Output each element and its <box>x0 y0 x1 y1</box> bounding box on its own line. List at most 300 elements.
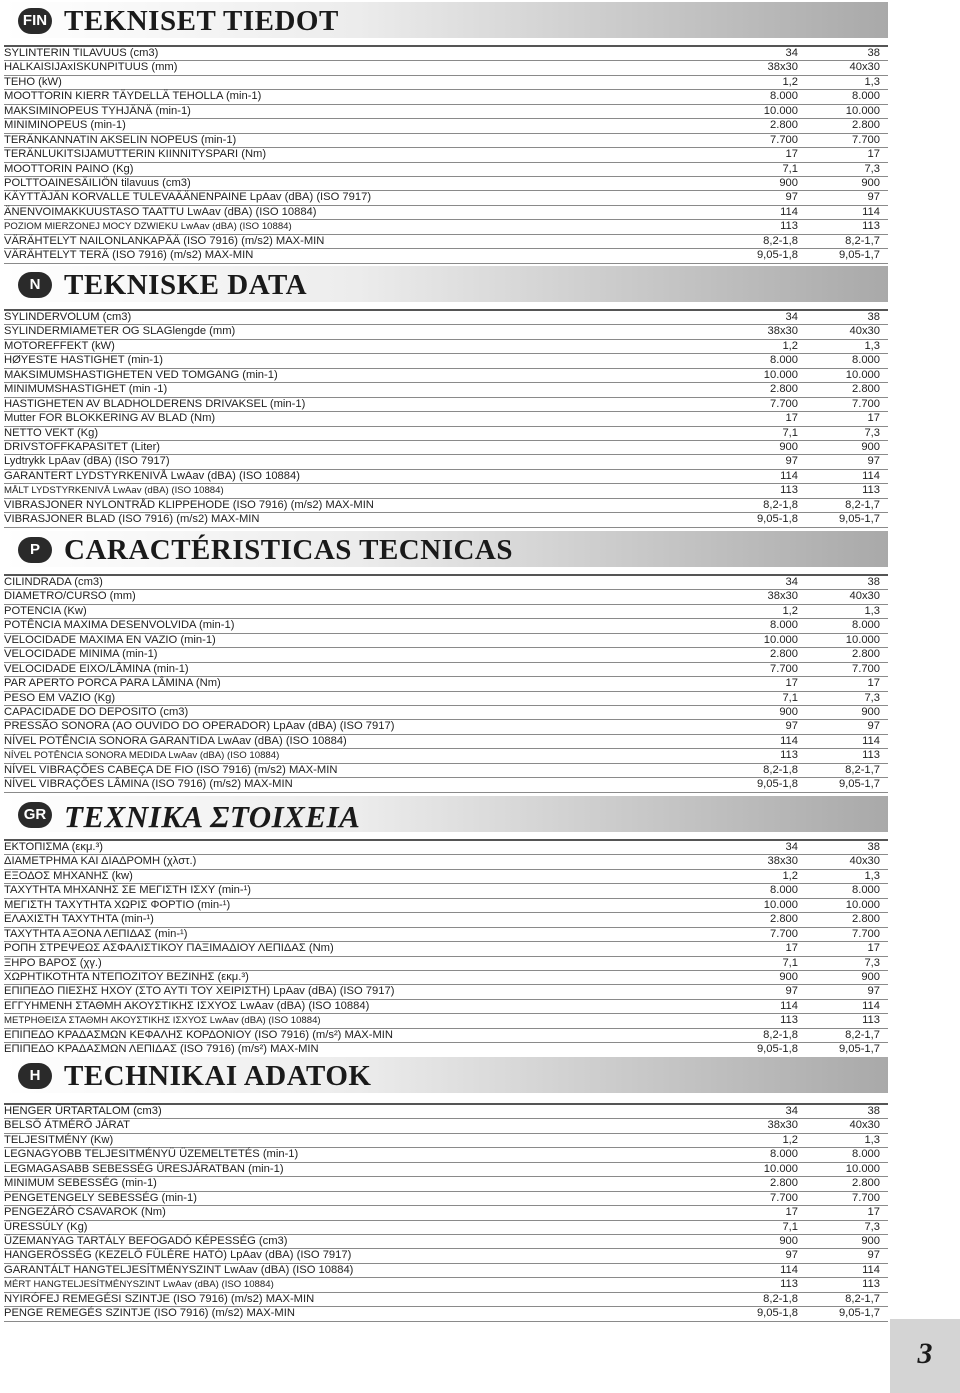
spec-value-38cc: 113 <box>862 1278 880 1291</box>
spec-label: POZIOM MIERZONEJ MOCY DZWIEKU LwAav (dBA) (ISO 10884) <box>4 221 292 233</box>
spec-value-38cc: 40x30 <box>849 61 880 74</box>
table-row <box>4 1264 888 1278</box>
spec-value-34cc: 34 <box>785 841 798 853</box>
section-h <box>0 1057 960 1320</box>
table-row <box>4 235 888 249</box>
spec-value-38cc: 7,3 <box>864 691 880 704</box>
table-row <box>4 870 888 884</box>
spec-value-38cc: 10.000 <box>845 104 880 117</box>
spec-value-34cc: 114 <box>780 1263 798 1276</box>
spec-label: ΜΕΓΙΣΤΗ ΤΑΧΥΤΗΤΑ ΧΩΡΙΣ ΦΟΡΤΙΟ (min-¹) <box>4 898 231 911</box>
spec-label: MÅLT LYDSTYRKENIVÅ LwAav (dBA) (ISO 10884) <box>4 485 224 497</box>
table-row <box>4 325 888 339</box>
spec-value-38cc: 2.800 <box>852 383 880 396</box>
spec-value-34cc: 2.800 <box>770 383 798 396</box>
spec-value-34cc: 7.700 <box>770 662 798 675</box>
spec-value-34cc: 34 <box>785 311 798 323</box>
spec-value-34cc: 10.000 <box>763 898 798 911</box>
table-row <box>4 735 888 749</box>
section-banner <box>4 266 888 302</box>
table-row <box>4 764 888 778</box>
spec-value-34cc: 900 <box>779 970 798 983</box>
spec-value-34cc: 8,2-1,8 <box>763 498 798 511</box>
spec-value-38cc: 8,2-1,7 <box>845 1028 880 1041</box>
table-row <box>4 855 888 869</box>
table-row <box>4 1278 888 1292</box>
spec-label: ΕΓΓΥΗΜΕΝΗ ΣΤΑΘΜΗ ΑΚΟΥΣΤΙΚΗΣ ΙΣΧΥΟΣ LwAav (dBA) (ISO 10884) <box>4 999 370 1012</box>
spec-value-38cc: 17 <box>867 1206 880 1219</box>
spec-value-38cc: 38 <box>867 47 880 59</box>
spec-label: TERÄNKANNATIN AKSELIN NOPEUS (min-1) <box>4 133 237 146</box>
table-row <box>4 398 888 412</box>
table-row <box>4 119 888 133</box>
spec-value-34cc: 7.700 <box>770 927 798 940</box>
spec-value-34cc: 113 <box>780 220 798 233</box>
spec-value-34cc: 7.700 <box>770 133 798 146</box>
spec-value-38cc: 8,2-1,7 <box>845 1292 880 1305</box>
spec-value-38cc: 10.000 <box>845 1162 880 1175</box>
spec-value-38cc: 17 <box>867 412 880 425</box>
spec-label: VELOCIDADE MAXIMA EN VAZIO (min-1) <box>4 633 216 646</box>
spec-value-34cc: 8.000 <box>770 619 798 632</box>
spec-value-34cc: 7.700 <box>770 1191 798 1204</box>
section-title: TEKNISKE DATA <box>64 269 308 301</box>
table-row <box>4 1192 888 1206</box>
table-row <box>4 455 888 469</box>
spec-value-34cc: 10.000 <box>763 633 798 646</box>
spec-label: ΞΗΡΟ ΒΑΡΟΣ (χγ.) <box>4 956 102 969</box>
spec-value-38cc: 1,3 <box>864 339 880 352</box>
table-row <box>4 778 888 792</box>
spec-value-34cc: 7,1 <box>782 956 798 969</box>
spec-label: SYLINDERVOLUM (cm3) <box>4 311 132 323</box>
spec-value-34cc: 97 <box>785 1249 798 1262</box>
spec-value-34cc: 1,2 <box>782 869 798 882</box>
spec-value-34cc: 9,05-1,8 <box>756 1043 798 1056</box>
spec-value-34cc: 1,2 <box>782 1133 798 1146</box>
spec-label: VÄRÄHTELYT NAILONLANKAPÄÄ (ISO 7916) (m/s2) MAX-MIN <box>4 234 325 247</box>
spec-value-38cc: 7,3 <box>864 956 880 969</box>
table-row <box>4 677 888 691</box>
spec-value-34cc: 7,1 <box>782 1220 798 1233</box>
spec-label: ΕΛΑΧΙΣΤΗ ΤΑΧΥΤΗΤΑ (min-¹) <box>4 913 154 926</box>
spec-label: TEHO (kW) <box>4 75 62 88</box>
spec-label: MINIMINOPEUS (min-1) <box>4 119 126 132</box>
spec-value-38cc: 113 <box>862 749 880 762</box>
spec-value-34cc: 38x30 <box>767 1119 798 1132</box>
table-row <box>4 105 888 119</box>
spec-value-38cc: 900 <box>861 176 880 189</box>
spec-value-34cc: 10.000 <box>763 104 798 117</box>
section-title: TECHNIKAI ADATOK <box>64 1060 372 1092</box>
spec-value-34cc: 114 <box>780 469 798 482</box>
spec-value-34cc: 9,05-1,8 <box>756 778 798 791</box>
spec-value-38cc: 7,3 <box>864 162 880 175</box>
table-row <box>4 1249 888 1263</box>
spec-value-38cc: 97 <box>867 985 880 998</box>
spec-value-38cc: 40x30 <box>849 325 880 338</box>
section-title: ΤΕΧΝΙΚΑ ΣΤΟΙΧΕΙΑ <box>64 799 361 834</box>
table-row <box>4 1043 888 1057</box>
table-row <box>4 90 888 104</box>
spec-value-38cc: 10.000 <box>845 898 880 911</box>
table-row <box>4 163 888 177</box>
table-row <box>4 369 888 383</box>
spec-label: ΕΚΤΟΠΙΣΜΑ (εκμ.³) <box>4 841 103 853</box>
spec-value-38cc: 2.800 <box>852 1177 880 1190</box>
table-row <box>4 1307 888 1321</box>
spec-label: POTENCIA (Kw) <box>4 604 87 617</box>
spec-label: Lydtrykk LpAav (dBA) (ISO 7917) <box>4 455 170 468</box>
spec-value-34cc: 113 <box>780 1278 798 1291</box>
spec-value-34cc: 34 <box>785 1105 798 1117</box>
spec-value-34cc: 900 <box>779 1234 798 1247</box>
spec-value-34cc: 8,2-1,8 <box>763 1292 798 1305</box>
spec-value-38cc: 7.700 <box>852 1191 880 1204</box>
spec-value-38cc: 10.000 <box>845 633 880 646</box>
spec-value-34cc: 2.800 <box>770 648 798 661</box>
table-row <box>4 427 888 441</box>
table-row <box>4 1119 888 1133</box>
spec-value-34cc: 97 <box>785 191 798 204</box>
spec-label: NYIRÓFEJ REMEGÉSI SZINTJE (ISO 7916) (m/s2) MAX-MIN <box>4 1292 315 1305</box>
spec-table <box>4 45 888 264</box>
spec-label: NÍVEL POTÊNCIA SONORA MEDIDA LwAav (dBA) (ISO 10884) <box>4 750 280 762</box>
spec-value-38cc: 900 <box>861 440 880 453</box>
table-row <box>4 899 888 913</box>
spec-value-38cc: 7.700 <box>852 662 880 675</box>
spec-value-38cc: 97 <box>867 191 880 204</box>
table-row <box>4 663 888 677</box>
spec-value-38cc: 9,05-1,7 <box>838 249 880 262</box>
spec-label: SYLINTERIN TILAVUUS (cm3) <box>4 47 159 59</box>
spec-value-38cc: 9,05-1,7 <box>838 513 880 526</box>
spec-label: MOTOREFFEKT (kW) <box>4 339 115 352</box>
spec-value-38cc: 97 <box>867 455 880 468</box>
spec-value-34cc: 8,2-1,8 <box>763 763 798 776</box>
spec-value-34cc: 17 <box>785 412 798 425</box>
spec-label: VÄRÄHTELYT TERÄ (ISO 7916) (m/s2) MAX-MIN <box>4 249 254 262</box>
table-row <box>4 1293 888 1307</box>
spec-value-34cc: 900 <box>779 705 798 718</box>
spec-value-38cc: 7,3 <box>864 426 880 439</box>
spec-value-38cc: 2.800 <box>852 119 880 132</box>
spec-label: POTÊNCIA MAXIMA DESENVOLVIDA (min-1) <box>4 619 235 632</box>
spec-label: ΡΟΠΗ ΣΤΡΕΨΕΩΣ ΑΣΦΑΛΙΣΤΙΚΟΥ ΠΑΞΙΜΑΔΙΟΥ ΛΕΠΙΔΑΣ (Nm) <box>4 942 334 955</box>
spec-label: VELOCIDADE EIXO/LÂMINA (min-1) <box>4 662 189 675</box>
table-row <box>4 1029 888 1043</box>
spec-label: NÍVEL VIBRAÇÕES CABEÇA DE FIO (ISO 7916) (m/s2) MAX-MIN <box>4 763 338 776</box>
spec-value-38cc: 8.000 <box>852 1148 880 1161</box>
table-row <box>4 884 888 898</box>
spec-value-38cc: 38 <box>867 841 880 853</box>
spec-value-38cc: 114 <box>862 734 880 747</box>
page-number: 3 <box>917 1337 933 1370</box>
spec-value-34cc: 7.700 <box>770 397 798 410</box>
spec-label: LEGMAGASABB SEBESSÉG ÜRESJÁRATBAN (min-1) <box>4 1162 284 1175</box>
spec-value-34cc: 114 <box>780 205 798 218</box>
spec-label: CAPACIDADE DO DEPOSITO (cm3) <box>4 705 189 718</box>
spec-value-34cc: 7,1 <box>782 162 798 175</box>
spec-value-34cc: 9,05-1,8 <box>756 1307 798 1320</box>
table-row <box>4 148 888 162</box>
spec-value-34cc: 38x30 <box>767 61 798 74</box>
spec-label: HENGER ÜRTARTALOM (cm3) <box>4 1105 162 1117</box>
table-row <box>4 749 888 763</box>
language-badge: FIN <box>18 8 52 34</box>
spec-value-34cc: 113 <box>780 749 798 762</box>
spec-value-38cc: 8.000 <box>852 90 880 103</box>
spec-value-38cc: 9,05-1,7 <box>838 778 880 791</box>
spec-value-34cc: 97 <box>785 720 798 733</box>
spec-value-34cc: 7,1 <box>782 426 798 439</box>
table-row <box>4 1014 888 1028</box>
spec-label: ΕΠΙΠΕΔΟ ΚΡΑΔΑΣΜΩΝ ΚΕΦΑΛΗΣ ΚΟΡΔΟΝΙΟΥ (ISO 7916) (m/s²) MAX-MIN <box>4 1028 393 1041</box>
table-row <box>4 692 888 706</box>
spec-value-34cc: 7,1 <box>782 691 798 704</box>
spec-value-34cc: 2.800 <box>770 1177 798 1190</box>
table-row <box>4 1000 888 1014</box>
spec-label: HANGERŐSSÉG (KEZELŐ FÜLÉRE HATÓ) LpAav (dBA) (ISO 7917) <box>4 1249 352 1262</box>
spec-value-34cc: 38x30 <box>767 590 798 603</box>
table-row <box>4 1148 888 1162</box>
table-row <box>4 354 888 368</box>
spec-value-38cc: 1,3 <box>864 1133 880 1146</box>
spec-value-34cc: 113 <box>780 1014 798 1027</box>
spec-label: MINIMUMSHASTIGHET (min -1) <box>4 383 168 396</box>
spec-value-38cc: 113 <box>862 220 880 233</box>
section-banner <box>4 531 888 567</box>
spec-value-38cc: 114 <box>862 469 880 482</box>
spec-value-38cc: 17 <box>867 942 880 955</box>
spec-value-38cc: 8,2-1,7 <box>845 498 880 511</box>
section-fin <box>0 2 960 262</box>
spec-value-34cc: 10.000 <box>763 368 798 381</box>
spec-label: DIAMETRO/CURSO (mm) <box>4 590 136 603</box>
table-row <box>4 340 888 354</box>
spec-value-34cc: 17 <box>785 1206 798 1219</box>
spec-value-38cc: 38 <box>867 1105 880 1117</box>
table-row <box>4 971 888 985</box>
spec-value-34cc: 8.000 <box>770 884 798 897</box>
spec-value-38cc: 40x30 <box>849 855 880 868</box>
spec-label: MINIMUM SEBESSÉG (min-1) <box>4 1177 157 1190</box>
spec-value-38cc: 10.000 <box>845 368 880 381</box>
spec-label: POLTTOAINESÄILIÖN tilavuus (cm3) <box>4 176 191 189</box>
spec-value-34cc: 900 <box>779 176 798 189</box>
spec-label: ΜΕΤΡΗΘΕΙΣΑ ΣΤΑΘΜΗ ΑΚΟΥΣΤΙΚΗΣ ΙΣΧΥΟΣ LwAav (dBA) (ISO 10884) <box>4 1015 321 1027</box>
spec-value-38cc: 114 <box>862 999 880 1012</box>
table-row <box>4 484 888 498</box>
spec-label: GARANTERT LYDSTYRKENIVÅ LwAav (dBA) (ISO 10884) <box>4 469 300 482</box>
table-row <box>4 1163 888 1177</box>
section-banner <box>4 2 888 38</box>
spec-value-38cc: 2.800 <box>852 913 880 926</box>
spec-value-34cc: 34 <box>785 47 798 59</box>
spec-label: TERÄNLUKITSIJAMUTTERIN KIINNITYSPARI (Nm) <box>4 148 267 161</box>
table-row <box>4 648 888 662</box>
table-row <box>4 1177 888 1191</box>
spec-value-38cc: 7.700 <box>852 927 880 940</box>
spec-value-38cc: 17 <box>867 148 880 161</box>
language-badge: H <box>18 1063 52 1089</box>
spec-label: NÍVEL POTÊNCIA SONORA GARANTIDA LwAav (dBA) (ISO 10884) <box>4 734 347 747</box>
spec-label: ÄNENVOIMAKKUUSTASO TAATTU LwAav (dBA) (ISO 10884) <box>4 205 317 218</box>
spec-value-34cc: 34 <box>785 576 798 588</box>
spec-value-38cc: 38 <box>867 576 880 588</box>
spec-label: NETTO VEKT (Kg) <box>4 426 99 439</box>
table-row <box>4 942 888 956</box>
table-row <box>4 61 888 75</box>
spec-value-38cc: 97 <box>867 720 880 733</box>
table-row <box>4 928 888 942</box>
table-row <box>4 1235 888 1249</box>
table-row <box>4 839 888 855</box>
spec-value-38cc: 1,3 <box>864 604 880 617</box>
spec-value-34cc: 38x30 <box>767 325 798 338</box>
table-row <box>4 220 888 234</box>
table-row <box>4 605 888 619</box>
section-banner <box>4 1057 888 1093</box>
table-row <box>4 1221 888 1235</box>
spec-label: HALKAISIJAxISKUNPITUUS (mm) <box>4 61 178 74</box>
spec-label: ΕΞΟΔΟΣ ΜΗΧΑΝΗΣ (kw) <box>4 869 133 882</box>
spec-label: ΕΠΙΠΕΔΟ ΠΙΕΣΗΣ ΗΧΟΥ (ΣΤΟ ΑΥΤΙ ΤΟΥ ΧΕΙΡΙΣΤΗ) LpAav (dBA) (ISO 7917) <box>4 985 395 998</box>
spec-value-38cc: 7,3 <box>864 1220 880 1233</box>
table-row <box>4 177 888 191</box>
table-row <box>4 1134 888 1148</box>
spec-label: ΧΩΡΗΤΙΚΟΤΗΤΑ ΝΤΕΠΟΖΙΤΟΥ ΒΕΖΙΝΗΣ (εκμ.³) <box>4 970 249 983</box>
spec-value-38cc: 113 <box>862 1014 880 1027</box>
table-row <box>4 249 888 263</box>
table-row <box>4 76 888 90</box>
spec-label: MOOTTORIN PAINO (Kg) <box>4 162 134 175</box>
spec-label: PENGE REMEGÉS SZINTJE (ISO 7916) (m/s2) MAX-MIN <box>4 1307 295 1320</box>
spec-value-34cc: 8.000 <box>770 354 798 367</box>
spec-value-34cc: 114 <box>780 734 798 747</box>
spec-value-34cc: 8,2-1,8 <box>763 234 798 247</box>
spec-value-38cc: 40x30 <box>849 1119 880 1132</box>
table-row <box>4 309 888 325</box>
spec-label: Mutter FOR BLOKKERING AV BLAD (Nm) <box>4 412 216 425</box>
spec-value-34cc: 8.000 <box>770 90 798 103</box>
table-row <box>4 1103 888 1119</box>
spec-value-34cc: 1,2 <box>782 339 798 352</box>
spec-value-34cc: 8,2-1,8 <box>763 1028 798 1041</box>
spec-label: PAR APERTO PORCA PARA LÂMINA (Nm) <box>4 677 221 690</box>
spec-value-38cc: 113 <box>862 484 880 497</box>
table-row <box>4 957 888 971</box>
spec-value-34cc: 900 <box>779 440 798 453</box>
spec-value-34cc: 97 <box>785 455 798 468</box>
table-row <box>4 634 888 648</box>
spec-label: VIBRASJONER NYLONTRÅD KLIPPEHODE (ISO 7916) (m/s2) MAX-MIN <box>4 498 374 511</box>
section-title: CARACTÉRISTICAS TECNICAS <box>64 534 513 566</box>
spec-label: PRESSÃO SONORA (AO OUVIDO DO OPERADOR) LpAav (dBA) (ISO 7917) <box>4 720 395 733</box>
table-row <box>4 913 888 927</box>
spec-value-38cc: 114 <box>862 205 880 218</box>
spec-value-34cc: 1,2 <box>782 604 798 617</box>
language-badge: P <box>18 537 52 563</box>
section-title: TEKNISET TIEDOT <box>64 5 339 37</box>
spec-value-38cc: 17 <box>867 677 880 690</box>
spec-label: MAKSIMUMSHASTIGHETEN VED TOMGANG (min-1) <box>4 368 278 381</box>
spec-label: MÉRT HANGTELJESÍTMÉNYSZINT LwAav (dBA) (ISO 10884) <box>4 1279 274 1291</box>
spec-value-34cc: 10.000 <box>763 1162 798 1175</box>
spec-value-34cc: 114 <box>780 999 798 1012</box>
table-row <box>4 206 888 220</box>
spec-table <box>4 839 888 1058</box>
spec-label: LEGNAGYOBB TELJESITMÉNYÜ ÜZEMELTETÉS (min-1) <box>4 1148 299 1161</box>
spec-label: GARANTÁLT HANGTELJESÍTMÉNYSZINT LwAav (dBA) (ISO 10884) <box>4 1263 354 1276</box>
spec-value-38cc: 97 <box>867 1249 880 1262</box>
spec-label: TELJESITMÉNY (Kw) <box>4 1133 114 1146</box>
language-badge: GR <box>18 802 52 828</box>
spec-label: VIBRASJONER BLAD (ISO 7916) (m/s2) MAX-MIN <box>4 513 260 526</box>
table-row <box>4 470 888 484</box>
table-row <box>4 513 888 527</box>
spec-label: MOOTTORIN KIERR TÄYDELLÄ TEHOLLA (min-1) <box>4 90 262 103</box>
spec-value-38cc: 9,05-1,7 <box>838 1043 880 1056</box>
spec-label: VELOCIDADE MINIMA (min-1) <box>4 648 158 661</box>
language-badge: N <box>18 272 52 298</box>
table-row <box>4 590 888 604</box>
spec-label: ÜRESSÚLY (Kg) <box>4 1220 88 1233</box>
spec-value-38cc: 38 <box>867 311 880 323</box>
table-row <box>4 1206 888 1220</box>
table-row <box>4 706 888 720</box>
spec-value-38cc: 2.800 <box>852 648 880 661</box>
spec-value-38cc: 1,3 <box>864 75 880 88</box>
spec-value-34cc: 97 <box>785 985 798 998</box>
spec-label: HØYESTE HASTIGHET (min-1) <box>4 354 163 367</box>
spec-label: ΤΑΧΥΤΗΤΑ ΜΗΧΑΝΗΣ ΣΕ ΜΕΓΙΣΤΗ ΙΣΧΥ (min-¹) <box>4 884 252 897</box>
spec-value-34cc: 113 <box>780 484 798 497</box>
spec-value-38cc: 7.700 <box>852 133 880 146</box>
section-n <box>0 266 960 526</box>
table-row <box>4 191 888 205</box>
spec-value-34cc: 17 <box>785 148 798 161</box>
table-row <box>4 619 888 633</box>
spec-label: CILINDRADA (cm3) <box>4 576 103 588</box>
spec-value-38cc: 8.000 <box>852 884 880 897</box>
spec-value-38cc: 900 <box>861 970 880 983</box>
table-row <box>4 441 888 455</box>
spec-value-34cc: 1,2 <box>782 75 798 88</box>
spec-value-38cc: 900 <box>861 1234 880 1247</box>
section-banner <box>4 796 888 832</box>
section-p <box>0 531 960 791</box>
spec-value-38cc: 40x30 <box>849 590 880 603</box>
spec-table <box>4 309 888 528</box>
spec-value-38cc: 8.000 <box>852 354 880 367</box>
table-row <box>4 720 888 734</box>
spec-value-38cc: 8,2-1,7 <box>845 234 880 247</box>
spec-label: KÄYTTÄJÄN KORVALLE TULEVAÄÄNENPAINE LpAav (dBA) (ISO 7917) <box>4 191 372 204</box>
table-row <box>4 134 888 148</box>
table-row <box>4 574 888 590</box>
spec-value-34cc: 17 <box>785 942 798 955</box>
section-gr <box>0 796 960 1056</box>
spec-value-34cc: 9,05-1,8 <box>756 513 798 526</box>
spec-value-38cc: 900 <box>861 705 880 718</box>
spec-table <box>4 574 888 793</box>
spec-value-34cc: 2.800 <box>770 119 798 132</box>
table-row <box>4 985 888 999</box>
spec-value-38cc: 114 <box>862 1263 880 1276</box>
spec-value-38cc: 1,3 <box>864 869 880 882</box>
spec-label: ΔΙΑΜΕΤΡΗΜΑ ΚΑΙ ΔΙΑΔΡΟΜΗ (χλστ.) <box>4 855 197 868</box>
